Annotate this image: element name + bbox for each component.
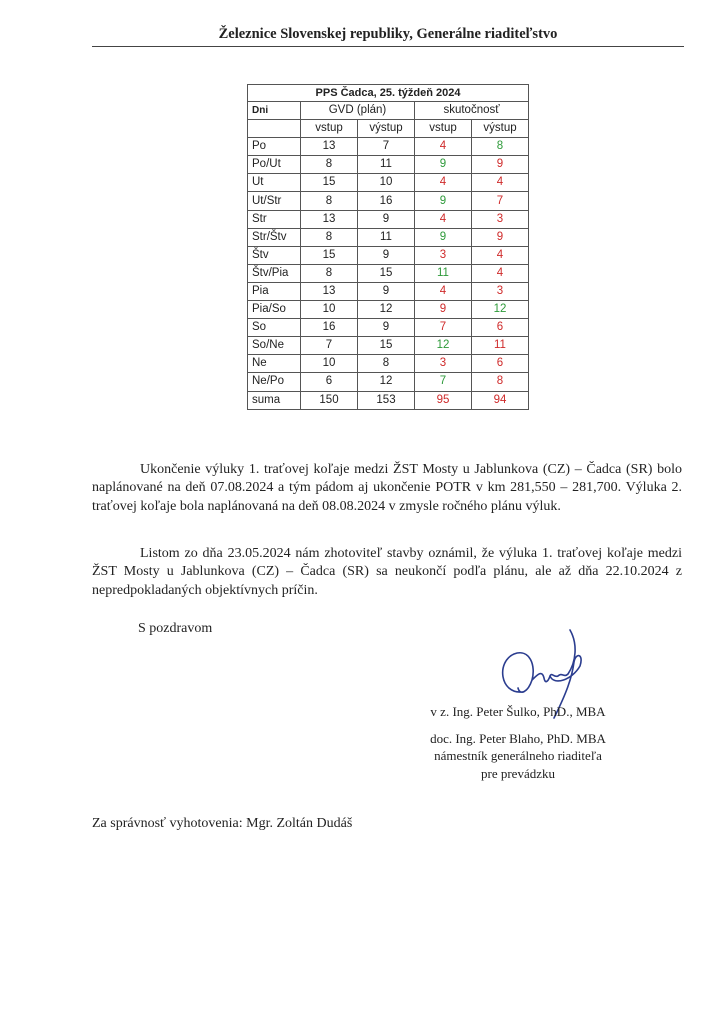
- official-position: námestník generálneho riaditeľa: [434, 748, 602, 763]
- plan-in-cell: 13: [301, 138, 358, 156]
- plan-in-cell: 8: [301, 264, 358, 282]
- plan-in-cell: 7: [301, 337, 358, 355]
- plan-in-cell: 13: [301, 210, 358, 228]
- actual-in-cell: 3: [415, 246, 472, 264]
- actual-out-cell: 4: [472, 264, 529, 282]
- table-row: [248, 282, 529, 300]
- table-subheader-row: [248, 120, 529, 138]
- plan-out-cell: 9: [358, 282, 415, 300]
- plan-in-cell: 15: [301, 174, 358, 192]
- plan-out-cell: 153: [358, 391, 415, 409]
- paragraph-1-text: Ukončenie výluky 1. traťovej koľaje medzi ŽST Mosty u Jablunkova (CZ) – Čadca (SR) bolo naplánované na deň 07.08.2024 a tým pádom aj ukončenie POTR v km 281,550 – 281,700. Výluka 2. traťovej koľaje bola naplánovaná na deň 08.08.2024 v zmysle ročného plánu výluk.: [92, 462, 682, 514]
- pps-table-container: [247, 84, 529, 410]
- plan-in-cell: 8: [301, 156, 358, 174]
- table-row: [248, 210, 529, 228]
- table-row: [248, 246, 529, 264]
- day-cell: Štv/Pia: [248, 264, 301, 282]
- table-body: [248, 138, 529, 409]
- plan-in-cell: 6: [301, 373, 358, 391]
- paragraph-closure-delayed: [92, 545, 682, 600]
- day-cell: Ne/Po: [248, 373, 301, 391]
- actual-out-cell: 8: [472, 373, 529, 391]
- actual-in-cell: 4: [415, 138, 472, 156]
- actual-in-cell: 4: [415, 210, 472, 228]
- table-row: [248, 373, 529, 391]
- header-divider: [92, 46, 684, 47]
- actual-in-cell: 9: [415, 156, 472, 174]
- signature-block: [398, 703, 638, 782]
- actual-out-cell: 3: [472, 210, 529, 228]
- official-name: doc. Ing. Peter Blaho, PhD. MBA: [430, 730, 606, 746]
- day-cell: Ut: [248, 174, 301, 192]
- actual-in-cell: 7: [415, 319, 472, 337]
- plan-in-cell: 10: [301, 301, 358, 319]
- day-column-header: Dni: [248, 102, 301, 120]
- actual-out-cell: 9: [472, 156, 529, 174]
- table-row: [248, 174, 529, 192]
- table-title: PPS Čadca, 25. týždeň 2024: [248, 85, 529, 102]
- plan-out-cell: 12: [358, 373, 415, 391]
- actual-in-cell: 9: [415, 301, 472, 319]
- actual-in-cell: 4: [415, 174, 472, 192]
- plan-out-cell: 16: [358, 192, 415, 210]
- actual-in-cell: 12: [415, 337, 472, 355]
- day-cell: Str/Štv: [248, 228, 301, 246]
- actual-in-cell: 7: [415, 373, 472, 391]
- actual-column-header: skutočnosť: [415, 102, 529, 120]
- actual-out-cell: 3: [472, 282, 529, 300]
- day-cell: Ne: [248, 355, 301, 373]
- table-row: [248, 301, 529, 319]
- letterhead-title: Železnice Slovenskej republiky, Generálne riaditeľstvo: [218, 26, 558, 42]
- actual-in-cell: 9: [415, 192, 472, 210]
- plan-out-cell: 9: [358, 210, 415, 228]
- day-cell: Ut/Str: [248, 192, 301, 210]
- table-title-row: [248, 85, 529, 102]
- plan-in-cell: 16: [301, 319, 358, 337]
- day-cell: suma: [248, 391, 301, 409]
- plan-in-cell: 150: [301, 391, 358, 409]
- plan-column-header: GVD (plán): [301, 102, 415, 120]
- plan-in-cell: 15: [301, 246, 358, 264]
- plan-in-cell: 13: [301, 282, 358, 300]
- plan-in-cell: 10: [301, 355, 358, 373]
- greeting: S pozdravom: [138, 621, 213, 636]
- table-row: [248, 192, 529, 210]
- actual-out-cell: 11: [472, 337, 529, 355]
- actual-in-cell: 4: [415, 282, 472, 300]
- day-cell: So/Ne: [248, 337, 301, 355]
- plan-in-cell: 8: [301, 228, 358, 246]
- plan-out-cell: 10: [358, 174, 415, 192]
- plan-out-cell: 15: [358, 264, 415, 282]
- day-cell: Po: [248, 138, 301, 156]
- plan-out-cell: 9: [358, 319, 415, 337]
- actual-out-cell: 12: [472, 301, 529, 319]
- paragraph-2-text: Listom zo dňa 23.05.2024 nám zhotoviteľ stavby oznámil, že výluka 1. traťovej koľaje medzi ŽST Mosty u Jablunkova (CZ) – Čadca (SR) sa neukončí podľa plánu, ale až dňa 22.10.2024 z nepredpokladaných objektívnych príčin.: [92, 546, 682, 598]
- actual-out-cell: 94: [472, 391, 529, 409]
- plan-out-cell: 15: [358, 337, 415, 355]
- actual-in-cell: 11: [415, 264, 472, 282]
- table-row: [248, 391, 529, 409]
- table-row: [248, 228, 529, 246]
- table-row: [248, 319, 529, 337]
- plan-out-cell: 9: [358, 246, 415, 264]
- actual-out-cell: 7: [472, 192, 529, 210]
- table-row: [248, 355, 529, 373]
- pps-weekly-table: [247, 84, 529, 410]
- plan-in-cell: 8: [301, 192, 358, 210]
- table-row: [248, 156, 529, 174]
- actual-out-cell: 6: [472, 355, 529, 373]
- day-cell: Pia/So: [248, 301, 301, 319]
- day-cell: So: [248, 319, 301, 337]
- actual-out-cell: 9: [472, 228, 529, 246]
- table-row: [248, 138, 529, 156]
- table-row: [248, 337, 529, 355]
- table-row: [248, 264, 529, 282]
- plan-out-cell: 8: [358, 355, 415, 373]
- actual-out-cell: 4: [472, 246, 529, 264]
- plan-in-header: vstup: [301, 120, 358, 138]
- plan-out-header: výstup: [358, 120, 415, 138]
- plan-out-cell: 11: [358, 228, 415, 246]
- day-cell: Str: [248, 210, 301, 228]
- signatory-line: v z. Ing. Peter Šulko, PhD., MBA: [430, 704, 606, 719]
- table-header-row: [248, 102, 529, 120]
- official-department: pre prevádzku: [481, 765, 555, 781]
- actual-out-cell: 8: [472, 138, 529, 156]
- day-cell: Po/Ut: [248, 156, 301, 174]
- actual-in-cell: 9: [415, 228, 472, 246]
- actual-in-header: vstup: [415, 120, 472, 138]
- day-cell: Pia: [248, 282, 301, 300]
- plan-out-cell: 11: [358, 156, 415, 174]
- actual-out-cell: 4: [472, 174, 529, 192]
- actual-out-cell: 6: [472, 319, 529, 337]
- subheader-empty-cell: [248, 120, 301, 138]
- actual-in-cell: 3: [415, 355, 472, 373]
- actual-in-cell: 95: [415, 391, 472, 409]
- actual-out-header: výstup: [472, 120, 529, 138]
- day-cell: Štv: [248, 246, 301, 264]
- paragraph-closure-planned: [92, 461, 682, 516]
- plan-out-cell: 7: [358, 138, 415, 156]
- plan-out-cell: 12: [358, 301, 415, 319]
- correctness-note: Za správnosť vyhotovenia: Mgr. Zoltán Dudáš: [92, 816, 353, 831]
